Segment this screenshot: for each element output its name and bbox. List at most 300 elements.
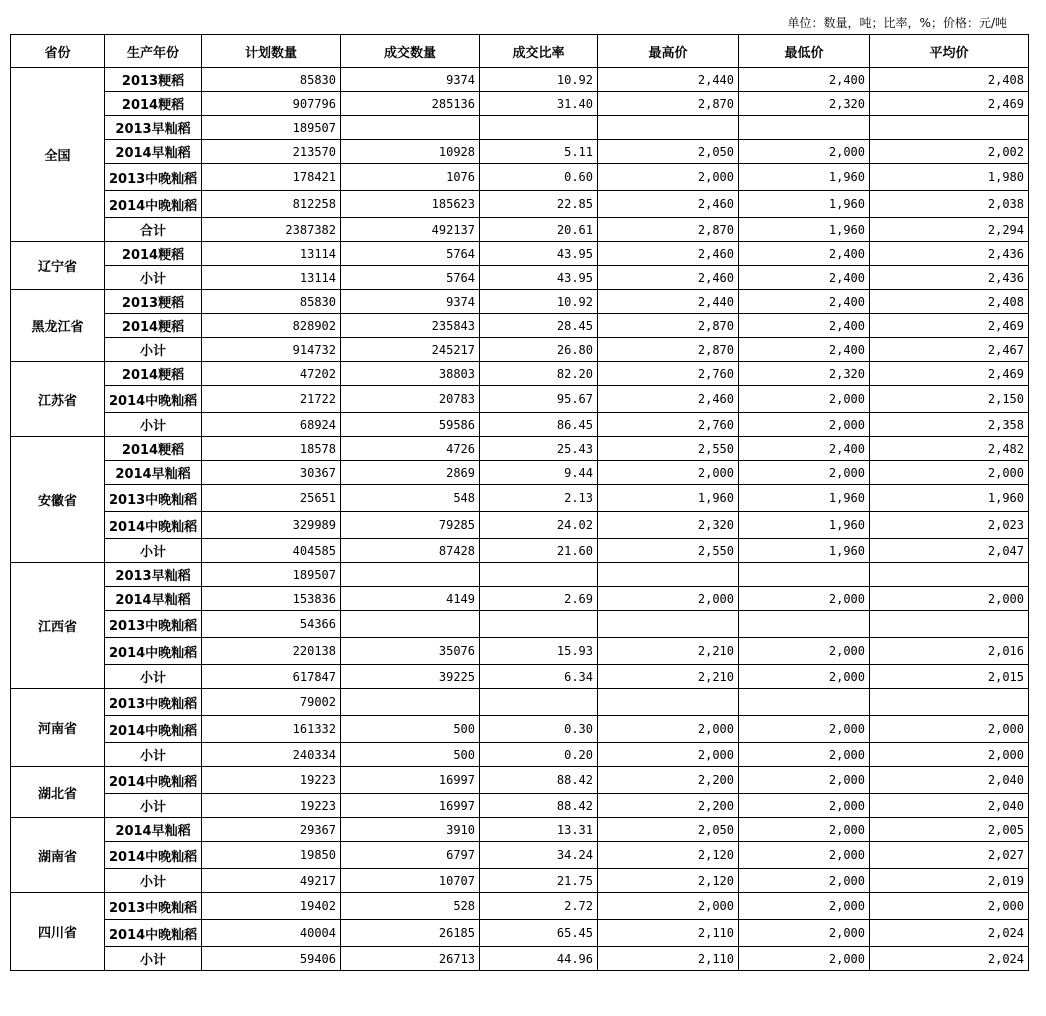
low-price-cell: 2,000 — [739, 767, 870, 794]
low-price-cell: 2,400 — [739, 242, 870, 266]
avg-price-cell: 2,467 — [870, 338, 1029, 362]
table-row — [11, 767, 1029, 794]
table-row — [11, 893, 1029, 920]
province-cell: 安徽省 — [11, 437, 105, 563]
avg-price-cell: 2,408 — [870, 68, 1029, 92]
year-cell: 2014中晚籼稻 — [105, 191, 202, 218]
plan-qty-cell: 19850 — [202, 842, 341, 869]
year-cell: 2014粳稻 — [105, 314, 202, 338]
high-price-cell: 2,000 — [598, 716, 739, 743]
plan-qty-cell: 19223 — [202, 767, 341, 794]
deal-ratio-cell: 44.96 — [480, 947, 598, 971]
low-price-cell: 2,400 — [739, 314, 870, 338]
low-price-cell: 2,000 — [739, 638, 870, 665]
plan-qty-cell: 18578 — [202, 437, 341, 461]
deal-qty-cell — [341, 611, 480, 638]
low-price-cell: 2,000 — [739, 893, 870, 920]
header-deal-qty: 成交数量 — [341, 35, 480, 68]
table-row — [11, 140, 1029, 164]
avg-price-cell: 2,000 — [870, 743, 1029, 767]
plan-qty-cell: 178421 — [202, 164, 341, 191]
high-price-cell: 2,870 — [598, 314, 739, 338]
table-row — [11, 842, 1029, 869]
high-price-cell: 2,870 — [598, 338, 739, 362]
deal-qty-cell — [341, 563, 480, 587]
avg-price-cell: 2,016 — [870, 638, 1029, 665]
avg-price-cell: 2,040 — [870, 794, 1029, 818]
high-price-cell: 2,050 — [598, 140, 739, 164]
deal-qty-cell: 16997 — [341, 767, 480, 794]
year-cell: 2014早籼稻 — [105, 140, 202, 164]
table-row — [11, 485, 1029, 512]
avg-price-cell: 2,005 — [870, 818, 1029, 842]
year-cell: 2014粳稻 — [105, 437, 202, 461]
avg-price-cell — [870, 563, 1029, 587]
deal-ratio-cell: 20.61 — [480, 218, 598, 242]
table-row — [11, 437, 1029, 461]
plan-qty-cell: 29367 — [202, 818, 341, 842]
high-price-cell: 2,120 — [598, 842, 739, 869]
year-cell: 2014中晚籼稻 — [105, 716, 202, 743]
deal-qty-cell: 3910 — [341, 818, 480, 842]
high-price-cell: 2,320 — [598, 512, 739, 539]
low-price-cell — [739, 689, 870, 716]
avg-price-cell — [870, 689, 1029, 716]
table-row — [11, 794, 1029, 818]
high-price-cell: 2,870 — [598, 218, 739, 242]
year-cell: 小计 — [105, 539, 202, 563]
deal-ratio-cell: 10.92 — [480, 68, 598, 92]
year-cell: 2013早籼稻 — [105, 563, 202, 587]
table-row — [11, 563, 1029, 587]
deal-ratio-cell: 24.02 — [480, 512, 598, 539]
deal-qty-cell: 59586 — [341, 413, 480, 437]
table-row — [11, 191, 1029, 218]
table-row — [11, 638, 1029, 665]
deal-qty-cell: 2869 — [341, 461, 480, 485]
plan-qty-cell: 2387382 — [202, 218, 341, 242]
province-cell: 湖南省 — [11, 818, 105, 893]
deal-qty-cell: 185623 — [341, 191, 480, 218]
deal-ratio-cell: 21.75 — [480, 869, 598, 893]
high-price-cell: 1,960 — [598, 485, 739, 512]
deal-ratio-cell: 25.43 — [480, 437, 598, 461]
high-price-cell: 2,440 — [598, 68, 739, 92]
year-cell: 小计 — [105, 413, 202, 437]
avg-price-cell: 2,469 — [870, 362, 1029, 386]
deal-qty-cell: 285136 — [341, 92, 480, 116]
deal-qty-cell: 245217 — [341, 338, 480, 362]
deal-ratio-cell: 2.13 — [480, 485, 598, 512]
low-price-cell: 2,320 — [739, 362, 870, 386]
deal-ratio-cell: 21.60 — [480, 539, 598, 563]
deal-qty-cell: 10707 — [341, 869, 480, 893]
deal-qty-cell: 9374 — [341, 68, 480, 92]
table-row — [11, 587, 1029, 611]
deal-qty-cell: 26713 — [341, 947, 480, 971]
year-cell: 2013中晚籼稻 — [105, 893, 202, 920]
year-cell: 2014中晚籼稻 — [105, 842, 202, 869]
table-row — [11, 68, 1029, 92]
table-row — [11, 242, 1029, 266]
avg-price-cell: 2,000 — [870, 716, 1029, 743]
province-cell: 江西省 — [11, 563, 105, 689]
low-price-cell: 1,960 — [739, 539, 870, 563]
deal-qty-cell: 235843 — [341, 314, 480, 338]
avg-price-cell: 2,024 — [870, 947, 1029, 971]
high-price-cell: 2,000 — [598, 893, 739, 920]
low-price-cell: 2,000 — [739, 716, 870, 743]
deal-ratio-cell: 0.60 — [480, 164, 598, 191]
high-price-cell: 2,000 — [598, 743, 739, 767]
low-price-cell: 2,400 — [739, 290, 870, 314]
high-price-cell: 2,000 — [598, 587, 739, 611]
table-row — [11, 338, 1029, 362]
province-cell: 四川省 — [11, 893, 105, 971]
avg-price-cell: 2,027 — [870, 842, 1029, 869]
deal-ratio-cell — [480, 116, 598, 140]
avg-price-cell: 2,436 — [870, 266, 1029, 290]
avg-price-cell: 2,038 — [870, 191, 1029, 218]
year-cell: 合计 — [105, 218, 202, 242]
plan-qty-cell: 79002 — [202, 689, 341, 716]
avg-price-cell: 2,047 — [870, 539, 1029, 563]
deal-ratio-cell: 13.31 — [480, 818, 598, 842]
year-cell: 2014中晚籼稻 — [105, 512, 202, 539]
deal-qty-cell: 35076 — [341, 638, 480, 665]
year-cell: 2014中晚籼稻 — [105, 638, 202, 665]
plan-qty-cell: 13114 — [202, 266, 341, 290]
plan-qty-cell: 220138 — [202, 638, 341, 665]
plan-qty-cell: 240334 — [202, 743, 341, 767]
deal-ratio-cell: 34.24 — [480, 842, 598, 869]
high-price-cell: 2,210 — [598, 638, 739, 665]
year-cell: 2014早籼稻 — [105, 587, 202, 611]
avg-price-cell: 2,019 — [870, 869, 1029, 893]
deal-qty-cell: 87428 — [341, 539, 480, 563]
deal-ratio-cell: 65.45 — [480, 920, 598, 947]
plan-qty-cell: 68924 — [202, 413, 341, 437]
avg-price-cell: 2,469 — [870, 92, 1029, 116]
table-row — [11, 218, 1029, 242]
year-cell: 2013粳稻 — [105, 68, 202, 92]
high-price-cell: 2,110 — [598, 920, 739, 947]
plan-qty-cell: 19402 — [202, 893, 341, 920]
high-price-cell — [598, 611, 739, 638]
high-price-cell: 2,760 — [598, 413, 739, 437]
province-cell: 江苏省 — [11, 362, 105, 437]
low-price-cell: 2,320 — [739, 92, 870, 116]
plan-qty-cell: 21722 — [202, 386, 341, 413]
plan-qty-cell: 404585 — [202, 539, 341, 563]
deal-ratio-cell: 31.40 — [480, 92, 598, 116]
province-cell: 河南省 — [11, 689, 105, 767]
avg-price-cell: 2,000 — [870, 893, 1029, 920]
low-price-cell: 2,000 — [739, 947, 870, 971]
year-cell: 2013早籼稻 — [105, 116, 202, 140]
high-price-cell: 2,460 — [598, 386, 739, 413]
plan-qty-cell: 49217 — [202, 869, 341, 893]
deal-qty-cell: 39225 — [341, 665, 480, 689]
year-cell: 小计 — [105, 665, 202, 689]
low-price-cell: 1,960 — [739, 164, 870, 191]
low-price-cell: 2,000 — [739, 665, 870, 689]
year-cell: 小计 — [105, 947, 202, 971]
avg-price-cell: 2,023 — [870, 512, 1029, 539]
high-price-cell: 2,460 — [598, 191, 739, 218]
deal-ratio-cell: 2.72 — [480, 893, 598, 920]
deal-ratio-cell: 88.42 — [480, 794, 598, 818]
low-price-cell: 1,960 — [739, 191, 870, 218]
low-price-cell — [739, 611, 870, 638]
deal-ratio-cell: 86.45 — [480, 413, 598, 437]
deal-ratio-cell: 28.45 — [480, 314, 598, 338]
low-price-cell: 1,960 — [739, 485, 870, 512]
year-cell: 小计 — [105, 266, 202, 290]
year-cell: 2013粳稻 — [105, 290, 202, 314]
avg-price-cell: 2,015 — [870, 665, 1029, 689]
year-cell: 2014中晚籼稻 — [105, 386, 202, 413]
deal-qty-cell: 10928 — [341, 140, 480, 164]
header-deal-ratio: 成交比率 — [480, 35, 598, 68]
avg-price-cell: 2,408 — [870, 290, 1029, 314]
table-row — [11, 512, 1029, 539]
low-price-cell: 2,000 — [739, 842, 870, 869]
year-cell: 2014中晚籼稻 — [105, 767, 202, 794]
deal-qty-cell: 4726 — [341, 437, 480, 461]
table-row — [11, 362, 1029, 386]
avg-price-cell: 2,358 — [870, 413, 1029, 437]
year-cell: 2014粳稻 — [105, 362, 202, 386]
plan-qty-cell: 617847 — [202, 665, 341, 689]
deal-ratio-cell: 0.30 — [480, 716, 598, 743]
plan-qty-cell: 13114 — [202, 242, 341, 266]
avg-price-cell: 2,000 — [870, 587, 1029, 611]
table-row — [11, 539, 1029, 563]
table-row — [11, 461, 1029, 485]
high-price-cell: 2,050 — [598, 818, 739, 842]
deal-ratio-cell: 2.69 — [480, 587, 598, 611]
year-cell: 2014早籼稻 — [105, 818, 202, 842]
plan-qty-cell: 812258 — [202, 191, 341, 218]
high-price-cell: 2,760 — [598, 362, 739, 386]
deal-ratio-cell: 9.44 — [480, 461, 598, 485]
high-price-cell: 2,870 — [598, 92, 739, 116]
deal-ratio-cell — [480, 611, 598, 638]
high-price-cell: 2,200 — [598, 767, 739, 794]
deal-qty-cell: 492137 — [341, 218, 480, 242]
plan-qty-cell: 189507 — [202, 116, 341, 140]
plan-qty-cell: 329989 — [202, 512, 341, 539]
low-price-cell: 2,000 — [739, 743, 870, 767]
header-province: 省份 — [11, 35, 105, 68]
plan-qty-cell: 914732 — [202, 338, 341, 362]
avg-price-cell: 2,482 — [870, 437, 1029, 461]
high-price-cell: 2,460 — [598, 266, 739, 290]
deal-ratio-cell — [480, 689, 598, 716]
table-row — [11, 386, 1029, 413]
year-cell: 小计 — [105, 869, 202, 893]
table-row — [11, 947, 1029, 971]
low-price-cell: 1,960 — [739, 512, 870, 539]
low-price-cell: 2,000 — [739, 920, 870, 947]
plan-qty-cell: 189507 — [202, 563, 341, 587]
high-price-cell: 2,550 — [598, 437, 739, 461]
table-row — [11, 716, 1029, 743]
year-cell: 小计 — [105, 338, 202, 362]
avg-price-cell: 2,294 — [870, 218, 1029, 242]
deal-ratio-cell: 95.67 — [480, 386, 598, 413]
deal-qty-cell: 5764 — [341, 242, 480, 266]
avg-price-cell: 1,980 — [870, 164, 1029, 191]
deal-ratio-cell: 5.11 — [480, 140, 598, 164]
plan-qty-cell: 213570 — [202, 140, 341, 164]
high-price-cell: 2,000 — [598, 164, 739, 191]
deal-qty-cell: 1076 — [341, 164, 480, 191]
low-price-cell: 2,000 — [739, 140, 870, 164]
year-cell: 2013中晚籼稻 — [105, 164, 202, 191]
deal-qty-cell: 548 — [341, 485, 480, 512]
deal-ratio-cell: 26.80 — [480, 338, 598, 362]
deal-qty-cell: 20783 — [341, 386, 480, 413]
deal-qty-cell: 4149 — [341, 587, 480, 611]
deal-qty-cell: 26185 — [341, 920, 480, 947]
header-high-price: 最高价 — [598, 35, 739, 68]
year-cell: 小计 — [105, 794, 202, 818]
plan-qty-cell: 153836 — [202, 587, 341, 611]
province-cell: 黑龙江省 — [11, 290, 105, 362]
table-row — [11, 689, 1029, 716]
header-low-price: 最低价 — [739, 35, 870, 68]
table-row — [11, 266, 1029, 290]
header-plan-qty: 计划数量 — [202, 35, 341, 68]
plan-qty-cell: 40004 — [202, 920, 341, 947]
table-row — [11, 743, 1029, 767]
table-row — [11, 611, 1029, 638]
deal-ratio-cell: 82.20 — [480, 362, 598, 386]
deal-qty-cell: 79285 — [341, 512, 480, 539]
plan-qty-cell: 19223 — [202, 794, 341, 818]
year-cell: 2013中晚籼稻 — [105, 611, 202, 638]
table-row — [11, 290, 1029, 314]
low-price-cell: 2,400 — [739, 266, 870, 290]
header-avg-price: 平均价 — [870, 35, 1029, 68]
avg-price-cell: 2,469 — [870, 314, 1029, 338]
plan-qty-cell: 54366 — [202, 611, 341, 638]
province-cell: 全国 — [11, 68, 105, 242]
avg-price-cell: 2,002 — [870, 140, 1029, 164]
low-price-cell: 2,000 — [739, 386, 870, 413]
auction-results-table — [10, 34, 1029, 971]
high-price-cell: 2,000 — [598, 461, 739, 485]
deal-qty-cell: 6797 — [341, 842, 480, 869]
plan-qty-cell: 907796 — [202, 92, 341, 116]
high-price-cell: 2,120 — [598, 869, 739, 893]
high-price-cell: 2,550 — [598, 539, 739, 563]
year-cell: 2014粳稻 — [105, 242, 202, 266]
low-price-cell: 2,000 — [739, 818, 870, 842]
plan-qty-cell: 25651 — [202, 485, 341, 512]
deal-ratio-cell: 6.34 — [480, 665, 598, 689]
high-price-cell — [598, 563, 739, 587]
avg-price-cell: 2,436 — [870, 242, 1029, 266]
avg-price-cell: 1,960 — [870, 485, 1029, 512]
avg-price-cell — [870, 611, 1029, 638]
table-row — [11, 164, 1029, 191]
low-price-cell: 2,000 — [739, 587, 870, 611]
high-price-cell — [598, 689, 739, 716]
avg-price-cell: 2,150 — [870, 386, 1029, 413]
deal-qty-cell — [341, 116, 480, 140]
province-cell: 湖北省 — [11, 767, 105, 818]
low-price-cell: 2,000 — [739, 794, 870, 818]
low-price-cell — [739, 116, 870, 140]
deal-qty-cell: 38803 — [341, 362, 480, 386]
deal-ratio-cell: 43.95 — [480, 266, 598, 290]
plan-qty-cell: 85830 — [202, 290, 341, 314]
low-price-cell: 2,400 — [739, 338, 870, 362]
low-price-cell: 2,400 — [739, 437, 870, 461]
table-body — [11, 68, 1029, 971]
year-cell: 2014早籼稻 — [105, 461, 202, 485]
table-row — [11, 92, 1029, 116]
year-cell: 小计 — [105, 743, 202, 767]
deal-qty-cell: 5764 — [341, 266, 480, 290]
avg-price-cell — [870, 116, 1029, 140]
avg-price-cell: 2,040 — [870, 767, 1029, 794]
deal-ratio-cell: 88.42 — [480, 767, 598, 794]
low-price-cell: 2,000 — [739, 869, 870, 893]
deal-ratio-cell: 22.85 — [480, 191, 598, 218]
plan-qty-cell: 30367 — [202, 461, 341, 485]
low-price-cell: 1,960 — [739, 218, 870, 242]
table-row — [11, 314, 1029, 338]
deal-ratio-cell — [480, 563, 598, 587]
high-price-cell — [598, 116, 739, 140]
avg-price-cell: 2,000 — [870, 461, 1029, 485]
deal-qty-cell — [341, 689, 480, 716]
table-row — [11, 116, 1029, 140]
year-cell: 2014粳稻 — [105, 92, 202, 116]
table-row — [11, 869, 1029, 893]
high-price-cell: 2,200 — [598, 794, 739, 818]
table-row — [11, 665, 1029, 689]
province-cell: 辽宁省 — [11, 242, 105, 290]
year-cell: 2014中晚籼稻 — [105, 920, 202, 947]
table-row — [11, 818, 1029, 842]
deal-ratio-cell: 0.20 — [480, 743, 598, 767]
low-price-cell: 2,000 — [739, 461, 870, 485]
unit-note: 单位：数量，吨；比率，%；价格：元/吨 — [787, 16, 1007, 30]
plan-qty-cell: 828902 — [202, 314, 341, 338]
plan-qty-cell: 85830 — [202, 68, 341, 92]
avg-price-cell: 2,024 — [870, 920, 1029, 947]
plan-qty-cell: 59406 — [202, 947, 341, 971]
deal-qty-cell: 500 — [341, 743, 480, 767]
deal-qty-cell: 528 — [341, 893, 480, 920]
deal-ratio-cell: 10.92 — [480, 290, 598, 314]
low-price-cell: 2,000 — [739, 413, 870, 437]
year-cell: 2013中晚籼稻 — [105, 689, 202, 716]
deal-ratio-cell: 43.95 — [480, 242, 598, 266]
year-cell: 2013中晚籼稻 — [105, 485, 202, 512]
low-price-cell — [739, 563, 870, 587]
deal-ratio-cell: 15.93 — [480, 638, 598, 665]
plan-qty-cell: 161332 — [202, 716, 341, 743]
table-row — [11, 920, 1029, 947]
deal-qty-cell: 16997 — [341, 794, 480, 818]
high-price-cell: 2,110 — [598, 947, 739, 971]
